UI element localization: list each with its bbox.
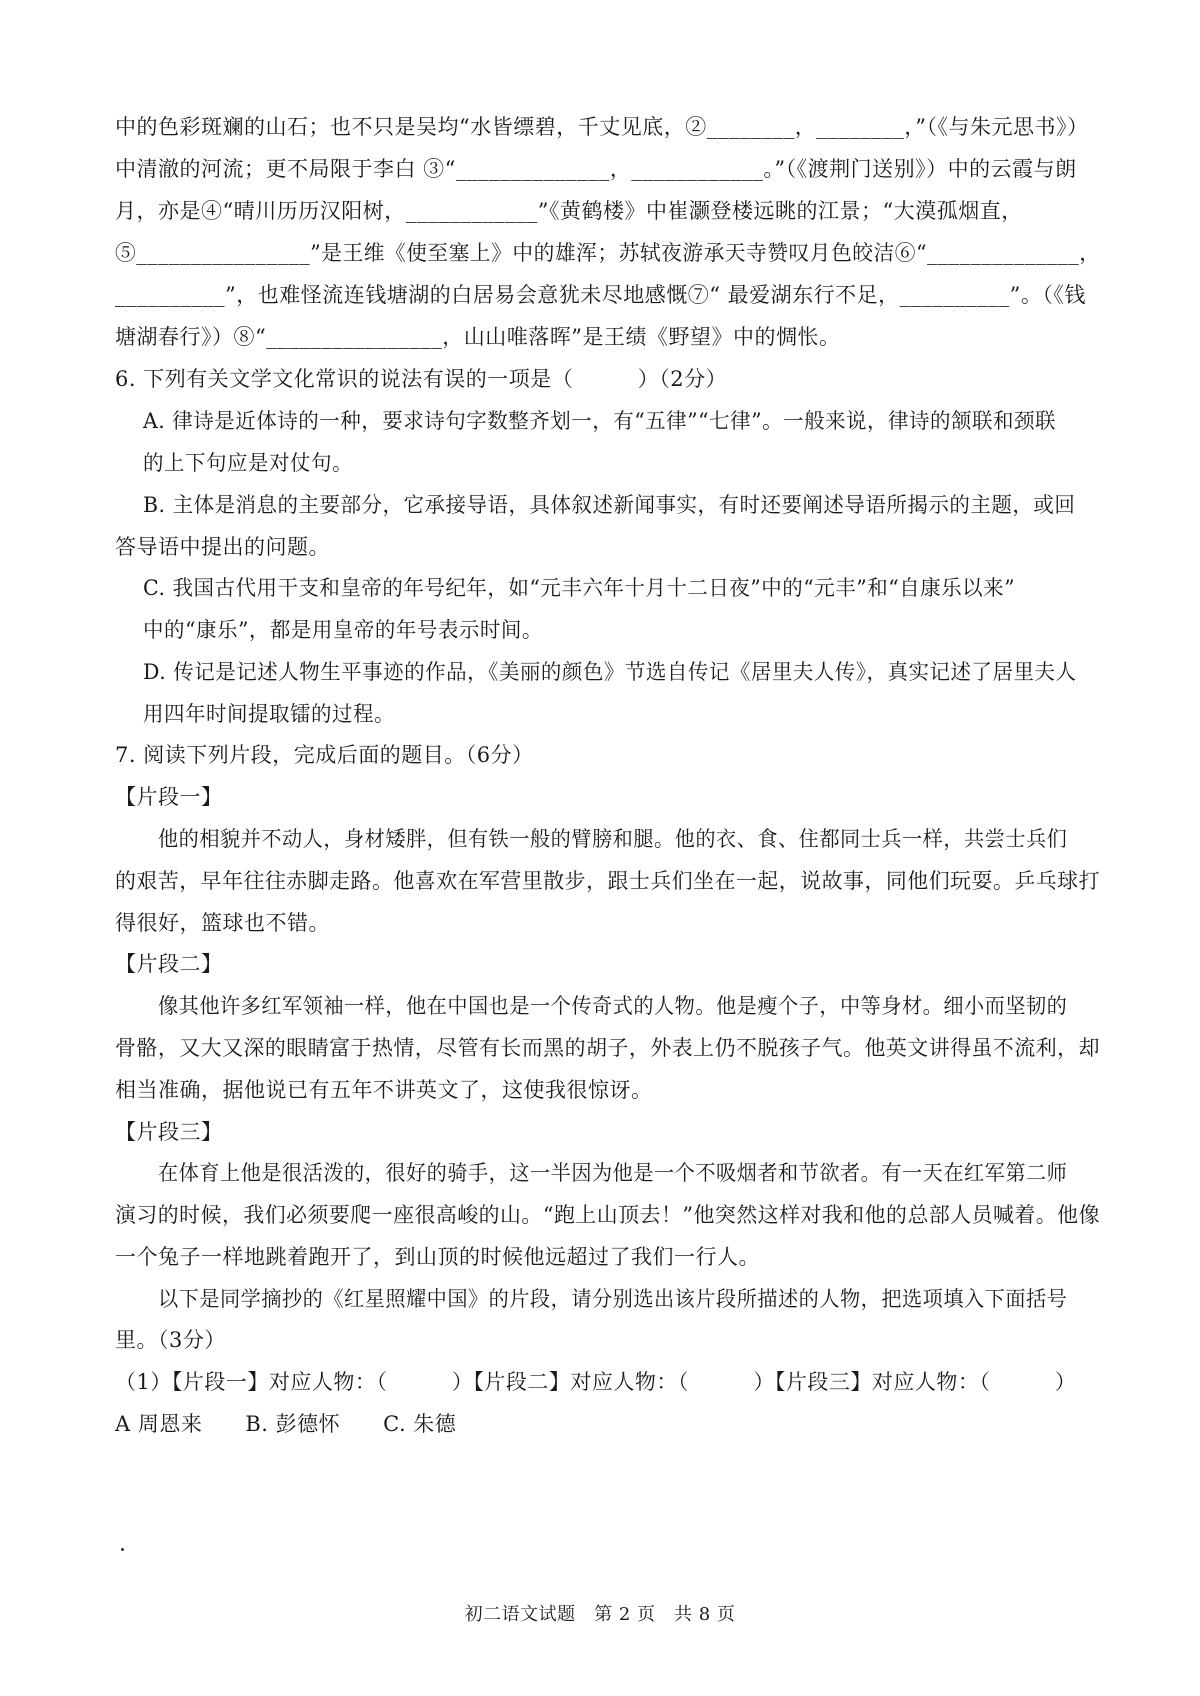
excerpt-3-text: 演习的时候，我们必须要爬一座很高峻的山。“跑上山顶去！”他突然这样对我和他的总部人员喊着。他像 [115,1203,1100,1227]
excerpt-3-text: 在体育上他是很活泼的，很好的骑手，这一半因为他是一个不吸烟者和节欲者。有一天在红军第二师 [158,1161,1068,1185]
text-line: 中的色彩斑斓的山石；也不只是吴均“水皆缥碧，千丈见底，②________，________，”（《与朱元思书》） [115,115,1089,139]
excerpt-1-text: 他的相貌并不动人，身材矮胖，但有铁一般的臂膀和腿。他的衣、食、住都同士兵一样，共尝士兵们 [158,827,1068,851]
excerpt-2-text: 像其他许多红军领袖一样，他在中国也是一个传奇式的人物。他是瘦个子，中等身材。细小而坚韧的 [158,994,1068,1018]
answer-blanks: （1）【片段一】对应人物：（ ）【片段二】对应人物：（ ）【片段三】对应人物：（ ） [115,1370,1077,1394]
excerpt-1-text: 的艰苦，早年往往赤脚走路。他喜欢在军营里散步，跟士兵们坐在一起，说故事，同他们玩耍。乒乓球打 [115,869,1100,893]
option-a: A. 律诗是近体诗的一种，要求诗句字数整齐划一，有“五律”“七律”。一般来说，律诗的颔联和颈联 [143,409,1057,433]
text-line: 塘湖春行》）⑧“________________，山山唯落晖”是王绩《野望》中的惆怅。 [115,325,841,349]
option-a-cont: 的上下句应是对仗句。 [143,451,353,475]
text-line: 中清澈的河流；更不局限于李白 ③“______________，____________。”（《渡荆门送别》）中的云霞与朗 [115,157,1077,181]
text-line: __________”，也难怪流连钱塘湖的白居易会意犹未尽地感慨⑦“ 最爱湖东行不足，__________”。（《钱 [115,283,1086,307]
instruction-text: 以下是同学摘抄的《红星照耀中国》的片段，请分别选出该片段所描述的人物，把选项填入下面括号 [158,1287,1068,1311]
option-c-cont: 中的“康乐”，都是用皇帝的年号表示时间。 [143,618,543,642]
option-d: D. 传记是记述人物生平事迹的作品，《美丽的颜色》节选自传记《居里夫人传》，真实记述了居里夫人 [143,660,1077,684]
instruction-text: 里。（3分） [115,1328,226,1352]
excerpt-2-text: 相当准确，据他说已有五年不讲英文了，这使我很惊讶。 [115,1078,653,1102]
question-7-stem: 7. 阅读下列片段，完成后面的题目。（6分） [115,743,534,767]
excerpt-3-heading: 【片段三】 [115,1120,223,1144]
option-b: B. 主体是消息的主要部分，它承接导语，具体叙述新闻事实，有时还要阐述导语所揭示的主题，或回 [143,493,1076,517]
option-c: C. 我国古代用干支和皇帝的年号纪年，如“元丰六年十月十二日夜”中的“元丰”和“自康乐以来” [143,576,1016,600]
excerpt-3-text: 一个兔子一样地跳着跑开了，到山顶的时候他远超过了我们一行人。 [115,1245,760,1269]
option-b-cont: 答导语中提出的问题。 [115,535,330,559]
excerpt-2-text: 骨骼，又大又深的眼睛富于热情，尽管有长而黑的胡子，外表上仍不脱孩子气。他英文讲得虽不流利，却 [115,1036,1100,1060]
text-line: 月，亦是④“晴川历历汉阳树，____________”《黄鹤楼》中崔灏登楼远眺的江景；“大漠孤烟直， [115,199,1023,223]
stray-mark [121,1548,124,1551]
question-6-stem: 6. 下列有关文学文化常识的说法有误的一项是（ ）（2分） [115,367,728,391]
option-d-cont: 用四年时间提取镭的过程。 [143,702,395,726]
text-line: ⑤________________”是王维《使至塞上》中的雄浑；苏轼夜游承天寺赞叹月色皎洁⑥“______________， [115,241,1101,265]
page-footer: 初二语文试题 第 2 页 共 8 页 [464,1604,736,1625]
excerpt-1-text: 得很好，篮球也不错。 [115,911,330,935]
excerpt-2-heading: 【片段二】 [115,952,223,976]
answer-options: A 周恩来 B. 彭德怀 C. 朱德 [115,1412,457,1436]
excerpt-1-heading: 【片段一】 [115,785,223,809]
